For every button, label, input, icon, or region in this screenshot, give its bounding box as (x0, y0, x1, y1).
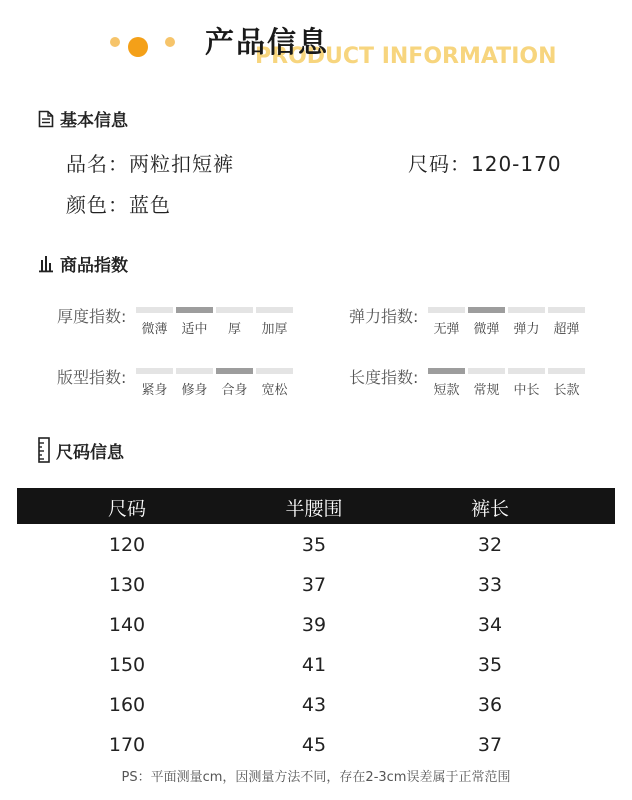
size-table-header (17, 488, 615, 524)
scale-bar (136, 368, 173, 374)
scale-bar (428, 307, 465, 313)
section-size-heading: 尺码信息 (56, 442, 124, 463)
section-size-info (38, 437, 124, 463)
product-color-label: 颜色： (66, 193, 129, 217)
product-color-value: 蓝色 (129, 193, 171, 217)
cell-pants-length: 34 (477, 614, 503, 636)
cell-half-waist: 37 (301, 574, 327, 596)
decor-dot-right (165, 37, 175, 47)
cell-size: 150 (108, 654, 146, 676)
table-row (17, 566, 615, 606)
cell-size: 170 (108, 734, 146, 756)
fit-option: 紧身 (136, 368, 173, 398)
elasticity-option: 无弹 (428, 307, 465, 337)
table-row (17, 646, 615, 686)
fit-option: 修身 (176, 368, 213, 398)
column-header-pants-length: 裤长 (470, 498, 510, 520)
product-size-value: 120-170 (471, 152, 562, 176)
length-option: 中长 (508, 368, 545, 398)
measurement-note: PS：平面测量cm，因测量方法不同，存在2-3cm误差属于正常范围 (121, 770, 511, 785)
elasticity-option: 超弹 (548, 307, 585, 337)
table-row (17, 526, 615, 566)
scale-bar-selected (428, 368, 465, 374)
cell-half-waist: 43 (301, 694, 327, 716)
scale-bar (468, 368, 505, 374)
elasticity-scale (428, 307, 585, 337)
length-option: 短款 (428, 368, 465, 398)
length-option: 常规 (468, 368, 505, 398)
product-name-value: 两粒扣短裤 (129, 152, 234, 176)
elasticity-index-label: 弹力指数: (349, 307, 419, 326)
cell-pants-length: 35 (477, 654, 503, 676)
ruler-icon (38, 437, 50, 463)
cell-pants-length: 32 (477, 534, 503, 556)
length-option: 长款 (548, 368, 585, 398)
product-name-label: 品名： (66, 152, 129, 176)
scale-bar-selected (216, 368, 253, 374)
fit-index-label: 版型指数: (57, 368, 127, 387)
thickness-option: 适中 (176, 307, 213, 337)
thickness-index-label: 厚度指数: (57, 307, 127, 326)
page-subtitle-en: PRODUCT INFORMATION (255, 44, 557, 69)
scale-bar-selected (176, 307, 213, 313)
decor-dot-center (128, 37, 148, 57)
scale-bar (508, 368, 545, 374)
decor-dot-left (110, 37, 120, 47)
fit-scale (136, 368, 293, 398)
cell-half-waist: 45 (301, 734, 327, 756)
table-row (17, 686, 615, 726)
scale-bar (136, 307, 173, 313)
cell-pants-length: 36 (477, 694, 503, 716)
thickness-scale (136, 307, 293, 337)
thickness-option: 微薄 (136, 307, 173, 337)
scale-bar (508, 307, 545, 313)
elasticity-option: 微弹 (468, 307, 505, 337)
fit-option: 合身 (216, 368, 253, 398)
scale-bar (176, 368, 213, 374)
bar-chart-icon (38, 255, 54, 273)
table-row (17, 606, 615, 646)
column-header-half-waist: 半腰围 (285, 498, 343, 520)
cell-size: 130 (108, 574, 146, 596)
product-size-row (408, 148, 562, 177)
section-basic-info (38, 106, 128, 131)
elasticity-option: 弹力 (508, 307, 545, 337)
cell-half-waist: 35 (301, 534, 327, 556)
section-index-heading: 商品指数 (60, 256, 128, 276)
scale-bar (216, 307, 253, 313)
cell-size: 160 (108, 694, 146, 716)
cell-pants-length: 33 (477, 574, 503, 596)
section-product-index (38, 251, 128, 276)
fit-option: 宽松 (256, 368, 293, 398)
scale-bar (256, 368, 293, 374)
thickness-option: 厚 (216, 307, 253, 337)
document-icon (38, 110, 54, 128)
scale-bar (548, 307, 585, 313)
scale-bar (256, 307, 293, 313)
section-basic-heading: 基本信息 (60, 111, 128, 131)
column-header-size: 尺码 (107, 498, 147, 520)
cell-pants-length: 37 (477, 734, 503, 756)
cell-size: 120 (108, 534, 146, 556)
scale-bar (548, 368, 585, 374)
scale-bar-selected (468, 307, 505, 313)
thickness-option: 加厚 (256, 307, 293, 337)
page-title: 产品信息 (205, 25, 330, 59)
cell-size: 140 (108, 614, 146, 636)
product-name-row (66, 148, 234, 177)
cell-half-waist: 41 (301, 654, 327, 676)
length-scale (428, 368, 585, 398)
cell-half-waist: 39 (301, 614, 327, 636)
product-size-label: 尺码： (408, 152, 471, 176)
length-index-label: 长度指数: (349, 368, 419, 387)
table-row (17, 726, 615, 766)
product-color-row (66, 189, 171, 218)
